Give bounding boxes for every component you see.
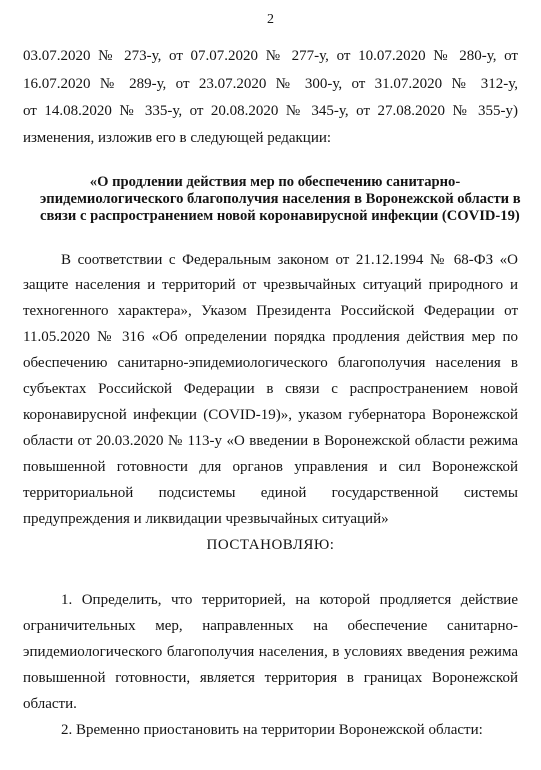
item1-line: 1. Определить, что территорией, на которой продляется действие [61,592,518,608]
preamble-line: защите населения и территорий от чрезвычайных ситуаций природного и [23,277,518,293]
intro-line: 16.07.2020 № 289-у, от 23.07.2020 № 300-у, от 31.07.2020 № 312-у, [23,76,518,92]
preamble-line: В соответствии с Федеральным законом от 21.12.1994 № 68-ФЗ «О [61,252,518,268]
preamble-line: обеспечению санитарно-эпидемиологического благополучия населения в [23,355,518,371]
item1-line: области. [23,696,77,712]
preamble-line: субъектах Российской Федерации в связи с распространением новой [23,381,518,397]
preamble-line: повышенной готовности для органов управления и сил Воронежской [23,459,518,475]
decree-heading: ПОСТАНОВЛЯЮ: [206,537,335,553]
intro-line: изменения, изложив его в следующей редакции: [23,130,332,146]
item1-line: ограничительных мер, направленных на обеспечение санитарно- [23,618,518,634]
title-line: эпидемиологического благополучия населения в Воронежской области в [40,191,521,207]
preamble-line: 11.05.2020 № 316 «Об определении порядка продления действия мер по [23,329,518,345]
intro-line: 03.07.2020 № 273-у, от 07.07.2020 № 277-у, от 10.07.2020 № 280-у, от [23,48,518,64]
preamble-line: техногенного характера», Указом Президента Российской Федерации от [23,303,518,319]
title-line: связи с распространением новой коронавирусной инфекции (COVID-19) [40,208,520,224]
intro-line: от 14.08.2020 № 335-у, от 20.08.2020 № 345-у, от 27.08.2020 № 355-у) [23,103,518,119]
item1-line: эпидемиологического благополучия населения, в условиях введения режима [23,644,518,660]
preamble-line: предупреждения и ликвидации чрезвычайных ситуаций» [23,511,389,527]
document-title [40,174,521,225]
item1-line: повышенной готовности, является территория в границах Воронежской [23,670,518,686]
preamble-line: коронавирусной инфекции (COVID-19)», указом губернатора Воронежской [23,407,518,423]
preamble-line: области от 20.03.2020 № 113-у «О введении в Воронежской области режима [23,433,518,449]
item2-line: 2. Временно приостановить на территории Воронежской области: [61,722,483,738]
preamble-line: территориальной подсистемы единой государственной системы [23,485,518,501]
page-number: 2 [267,12,274,27]
title-line: «О продлении действия мер по обеспечению санитарно- [89,174,461,190]
